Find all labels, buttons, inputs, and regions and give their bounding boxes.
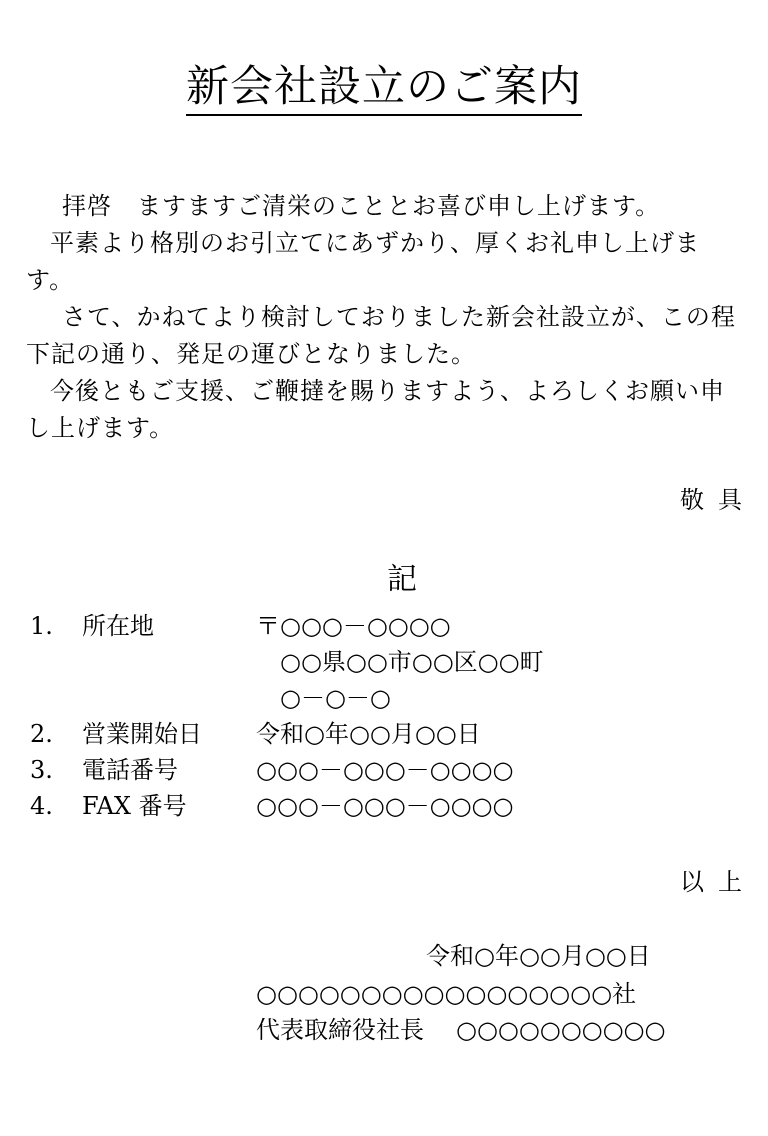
request-paragraph: 今後ともご支援、ご鞭撻を賜りますよう、よろしくお願い申し上げます。 <box>26 377 725 442</box>
representative-name: ○○○○○○○○○○ <box>456 1016 666 1044</box>
letter-date: 令和○年○○月○○日 <box>426 942 651 970</box>
item-number: 3. <box>30 756 53 784</box>
representative <box>256 1012 665 1048</box>
letter-body <box>26 188 746 447</box>
detail-row-address-line <box>30 680 544 716</box>
item-label: FAX 番号 <box>82 792 187 820</box>
details-list <box>30 608 544 824</box>
address-block: ○－○－○ <box>256 684 391 712</box>
greeting-paragraph: 拝啓 ますますご清栄のこととお喜び申し上げます。 <box>62 192 661 220</box>
start-date-value: 令和○年○○月○○日 <box>256 720 481 748</box>
detail-row-phone <box>30 752 544 788</box>
postal-code: 〒○○○－○○○○ <box>256 612 451 640</box>
address-line: ○○県○○市○○区○○町 <box>256 648 544 676</box>
detail-row-address <box>30 608 544 644</box>
item-label: 電話番号 <box>82 756 178 784</box>
ki-heading: 記 <box>387 562 417 597</box>
representative-title: 代表取締役社長 <box>256 1016 424 1044</box>
item-label: 営業開始日 <box>82 720 202 748</box>
item-number: 1. <box>30 612 53 640</box>
end-mark: 以上 <box>680 868 756 896</box>
item-number: 4. <box>30 792 53 820</box>
item-number: 2. <box>30 720 53 748</box>
closing-keigu: 敬具 <box>680 486 756 514</box>
detail-row-address-line <box>30 644 544 680</box>
document-title <box>0 58 768 116</box>
detail-row-fax <box>30 788 544 824</box>
fax-value: ○○○－○○○－○○○○ <box>256 792 514 820</box>
company-name: ○○○○○○○○○○○○○○○○○社 <box>256 980 637 1008</box>
announcement-paragraph: さて、かねてより検討しておりました新会社設立が、この程下記の通り、発足の運びとなりました。 <box>26 303 736 368</box>
document-title-text: 新会社設立のご案内 <box>186 62 582 116</box>
item-label: 所在地 <box>82 612 154 640</box>
detail-row-start-date <box>30 716 544 752</box>
thanks-paragraph: 平素より格別のお引立てにあずかり、厚くお礼申し上げます。 <box>26 229 700 294</box>
phone-value: ○○○－○○○－○○○○ <box>256 756 514 784</box>
